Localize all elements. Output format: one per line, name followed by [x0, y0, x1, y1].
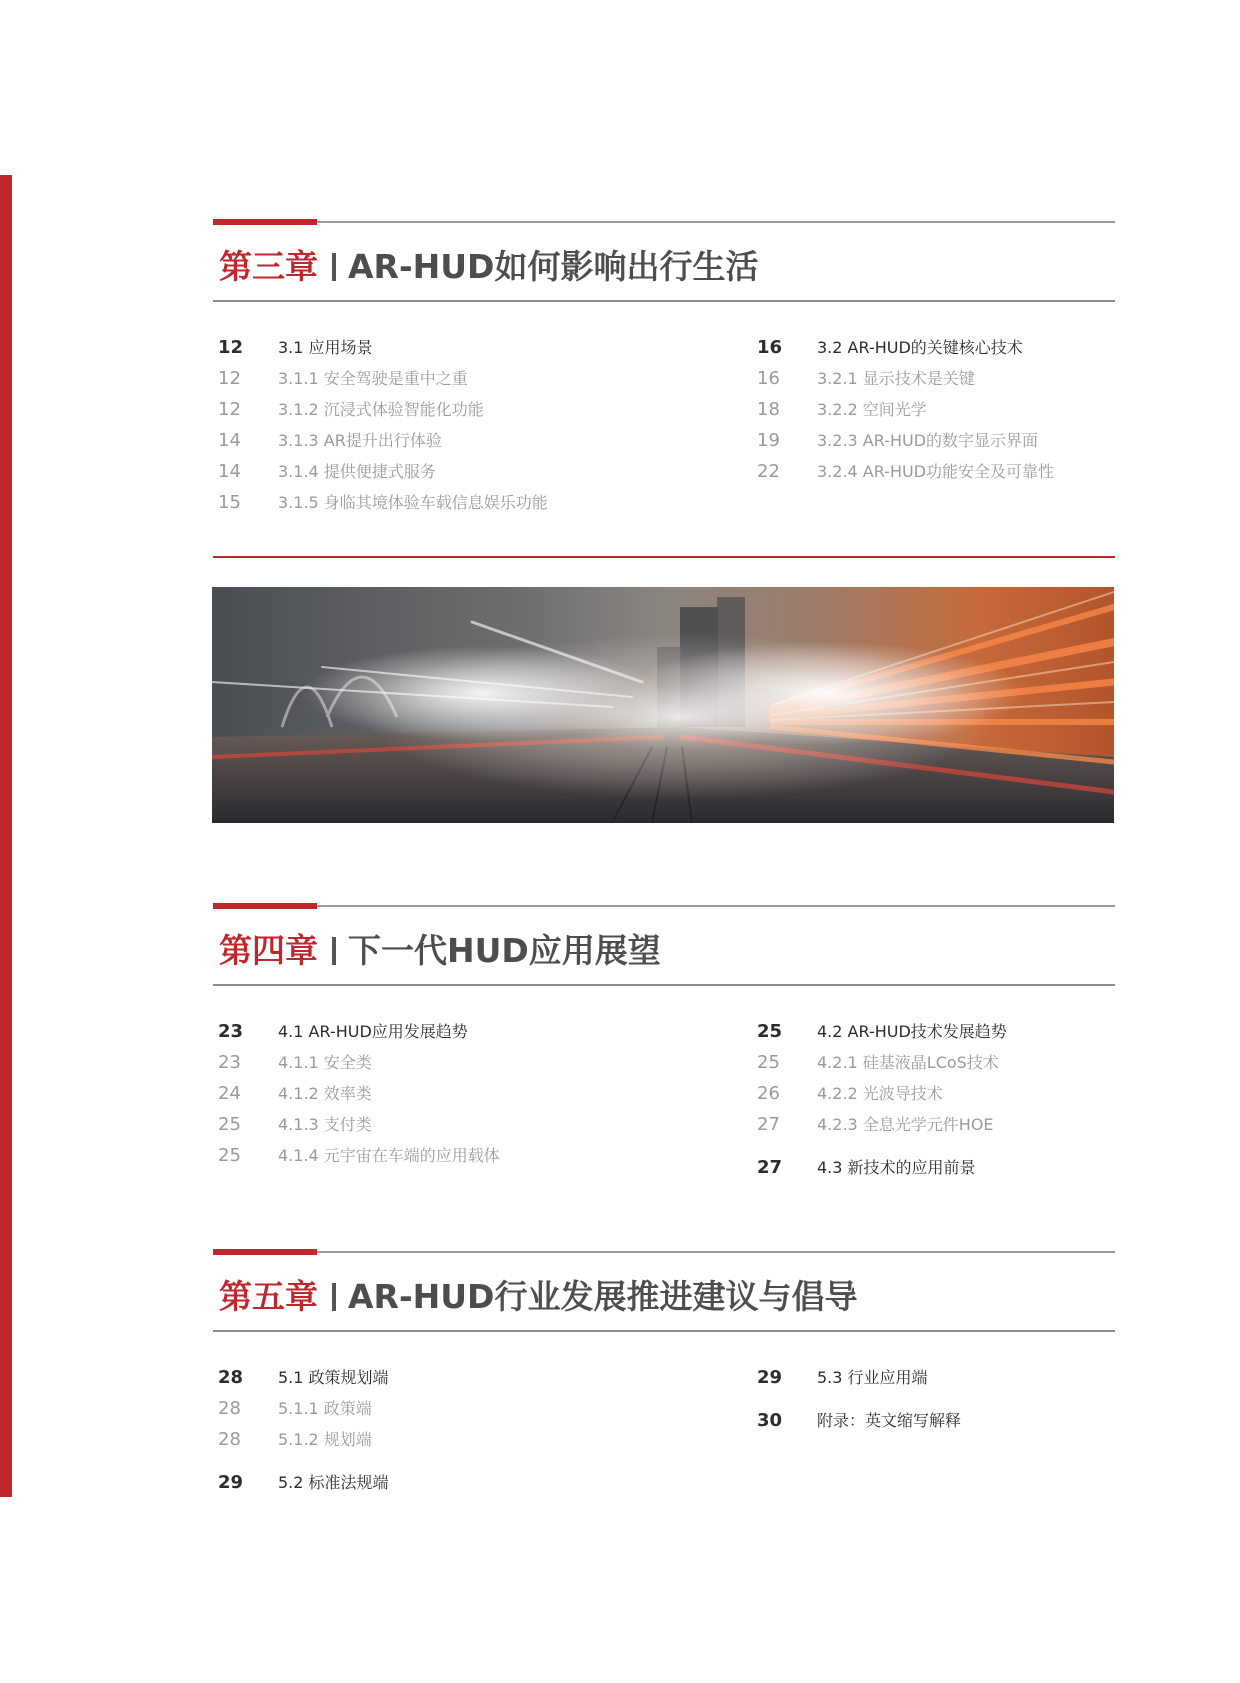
toc-page-number: 12: [218, 368, 241, 389]
toc-page-number: 25: [218, 1145, 241, 1166]
chapter-title: [219, 921, 661, 981]
chapter-name: AR-HUD行业发展推进建议与倡导: [348, 1277, 858, 1316]
chapter-top-rule: [213, 1251, 1115, 1253]
toc-entry-label: 4.2 AR-HUD技术发展趋势: [817, 1022, 1007, 1041]
chapter-bottom-rule: [213, 1330, 1115, 1332]
left-accent-bar: [0, 175, 12, 1497]
toc-entry-label: 3.1.1 安全驾驶是重中之重: [278, 369, 468, 388]
chapter-name: AR-HUD如何影响出行生活: [348, 247, 759, 286]
chapter-name: 下一代HUD应用展望: [348, 931, 661, 970]
chapter-number: 第五章: [219, 1277, 318, 1316]
toc-page-number: 28: [218, 1367, 244, 1388]
toc-page-number: 18: [757, 399, 780, 420]
toc-entry-label: 附录：英文缩写解释: [817, 1411, 962, 1430]
chapter-top-rule: [213, 905, 1115, 907]
toc-entry-label: 3.1.4 提供便捷式服务: [278, 462, 436, 481]
chapter-top-rule-accent: [213, 1249, 317, 1255]
chapter-title: [219, 237, 758, 297]
chapter-separator: [332, 937, 336, 965]
toc-page-number: 29: [757, 1367, 783, 1388]
toc-entry-label: 5.3 行业应用端: [817, 1368, 928, 1387]
toc-page-number: 12: [218, 337, 244, 358]
toc-page-number: 14: [218, 461, 241, 482]
toc-page-number: 15: [218, 492, 241, 513]
toc-entry-label: 5.1 政策规划端: [278, 1368, 389, 1387]
toc-entry-label: 4.2.3 全息光学元件HOE: [817, 1115, 994, 1134]
toc-page-number: 16: [757, 368, 780, 389]
chapter-top-rule-accent: [213, 903, 317, 909]
toc-entry-label: 4.2.2 光波导技术: [817, 1084, 943, 1103]
toc-page-number: 23: [218, 1021, 244, 1042]
toc-entry-label: 5.1.1 政策端: [278, 1399, 372, 1418]
toc-page-number: 28: [218, 1398, 241, 1419]
chapter-bottom-rule: [213, 984, 1115, 986]
toc-page-number: 16: [757, 337, 783, 358]
toc-page-number: 23: [218, 1052, 241, 1073]
chapter-top-rule-accent: [213, 219, 317, 225]
toc-entry-label: 3.1.2 沉浸式体验智能化功能: [278, 400, 484, 419]
toc-page-number: 14: [218, 430, 241, 451]
toc-page-number: 22: [757, 461, 780, 482]
chapter-number: 第四章: [219, 931, 318, 970]
toc-page-number: 28: [218, 1429, 241, 1450]
toc-page-number: 27: [757, 1114, 780, 1135]
toc-entry-label: 4.1.3 支付类: [278, 1115, 372, 1134]
toc-entry-label: 4.1.1 安全类: [278, 1053, 372, 1072]
toc-entry-label: 3.1.3 AR提升出行体验: [278, 431, 442, 450]
toc-entry-label: 3.2.3 AR-HUD的数字显示界面: [817, 431, 1039, 450]
toc-page-number: 19: [757, 430, 780, 451]
section-divider: [213, 556, 1115, 558]
toc-entry-label: 4.3 新技术的应用前景: [817, 1158, 976, 1177]
chapter-separator: [332, 1283, 336, 1311]
toc-page-number: 25: [757, 1052, 780, 1073]
chapter-number: 第三章: [219, 247, 318, 286]
toc-entry-label: 4.1.2 效率类: [278, 1084, 372, 1103]
toc-page-number: 12: [218, 399, 241, 420]
toc-page-number: 27: [757, 1157, 783, 1178]
chapter-top-rule: [213, 221, 1115, 223]
toc-entry-label: 3.1 应用场景: [278, 338, 373, 357]
toc-page-number: 25: [218, 1114, 241, 1135]
toc-entry-label: 4.1 AR-HUD应用发展趋势: [278, 1022, 468, 1041]
toc-entry-label: 5.2 标准法规端: [278, 1473, 389, 1492]
toc-page-number: 29: [218, 1472, 244, 1493]
toc-entry-label: 3.2.4 AR-HUD功能安全及可靠性: [817, 462, 1055, 481]
toc-entry-label: 3.1.5 身临其境体验车载信息娱乐功能: [278, 493, 548, 512]
toc-page-number: 24: [218, 1083, 241, 1104]
toc-entry-label: 3.2.1 显示技术是关键: [817, 369, 975, 388]
toc-entry-label: 5.1.2 规划端: [278, 1430, 372, 1449]
toc-entry-label: 4.1.4 元宇宙在车端的应用载体: [278, 1146, 500, 1165]
toc-entry-label: 3.2.2 空间光学: [817, 400, 927, 419]
hero-image-light-trails: [212, 587, 1114, 823]
toc-page-number: 25: [757, 1021, 783, 1042]
chapter-separator: [332, 253, 336, 281]
chapter-bottom-rule: [213, 300, 1115, 302]
toc-entry-label: 4.2.1 硅基液晶LCoS技术: [817, 1053, 999, 1072]
toc-page-number: 26: [757, 1083, 780, 1104]
chapter-title: [219, 1267, 857, 1327]
toc-page-number: 30: [757, 1410, 783, 1431]
toc-entry-label: 3.2 AR-HUD的关键核心技术: [817, 338, 1023, 357]
